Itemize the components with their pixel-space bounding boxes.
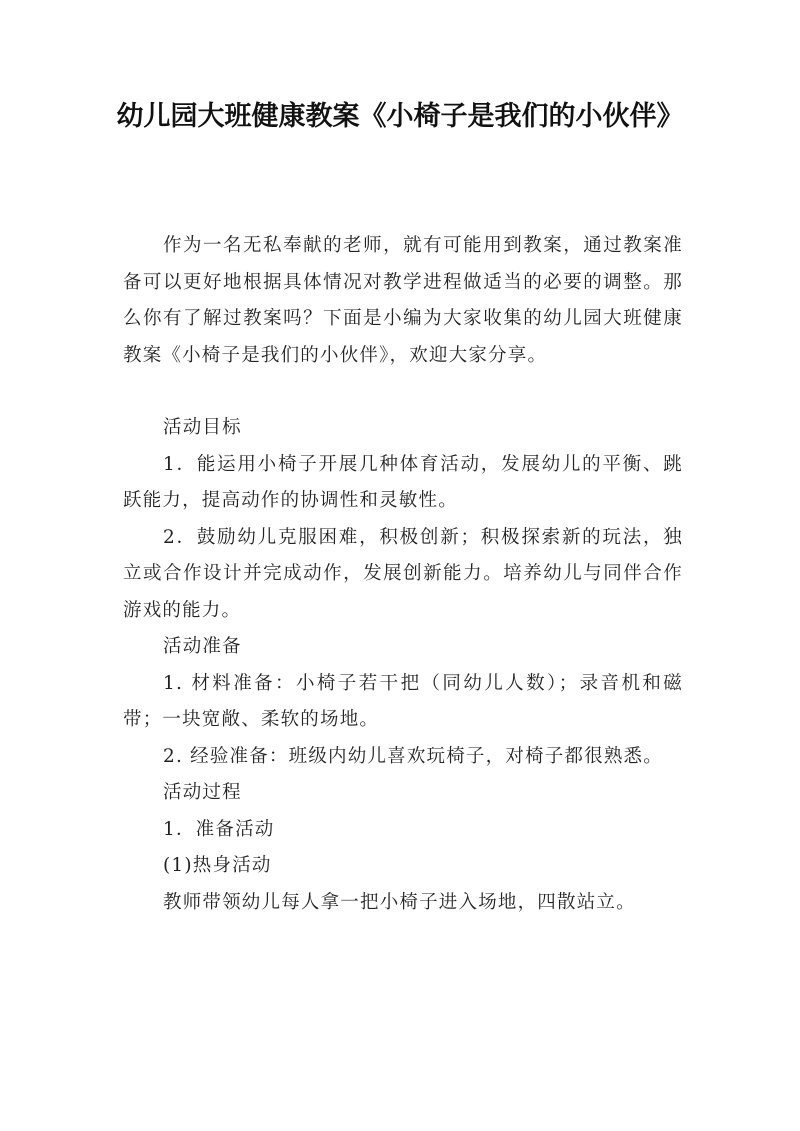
preparation-item-2: 2. 经验准备：班级内幼儿喜欢玩椅子，对椅子都很熟悉。 [163,745,663,767]
document-title: 幼儿园大班健康教案《小椅子是我们的小伙伴》 [116,101,684,132]
process-substep-1: (1)热身活动 [163,855,272,876]
document-body [123,228,683,921]
goal-item-1: 1．能运用小椅子开展几种体育活动，发展幼儿的平衡、跳跃能力，提高动作的协调性和灵敏性。 [123,453,683,511]
goal-item-2: 2．鼓励幼儿克服困难，积极创新；积极探索新的玩法，独立或合作设计并完成动作，发展创新能力。培养幼儿与同伴合作游戏的能力。 [123,526,683,621]
process-step-1: 1．准备活动 [163,818,275,840]
intro-paragraph: 作为一名无私奉献的老师，就有可能用到教案，通过教案准备可以更好地根据具体情况对教学进程做适当的必要的调整。那么你有了解过教案吗？下面是小编为大家收集的幼儿园大班健康教案《小椅子是我们的小伙伴》，欢迎大家分享。 [123,235,683,366]
preparation-item-1: 1. 材料准备：小椅子若干把（同幼儿人数）；录音机和磁带；一块宽敞、柔软的场地。 [123,672,683,730]
section-heading-process: 活动过程 [163,782,242,803]
section-heading-preparation: 活动准备 [163,636,242,657]
process-paragraph: 教师带领幼儿每人拿一把小椅子进入场地，四散站立。 [163,891,636,913]
paragraph-spacer [123,374,683,410]
section-heading-goals: 活动目标 [163,417,242,438]
